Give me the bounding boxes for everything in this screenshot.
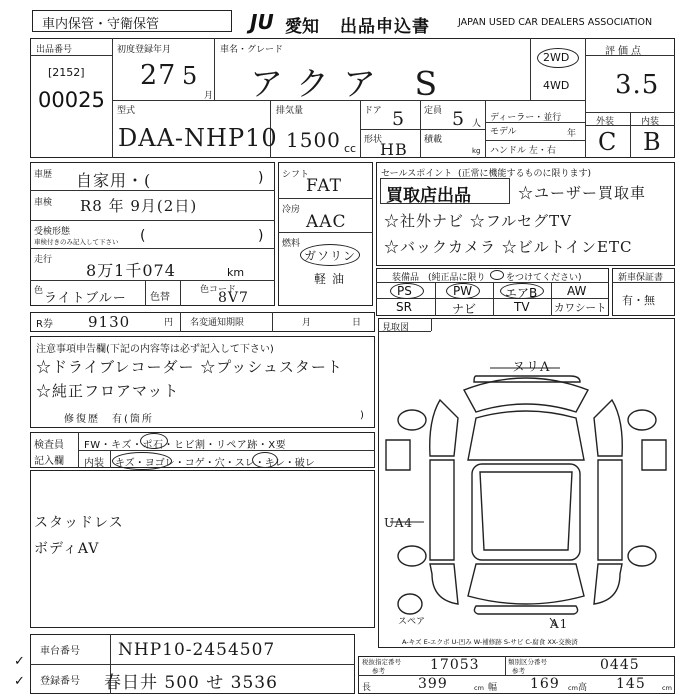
transfer-month: 月: [302, 318, 312, 328]
inspector-row2: キズ・ヨゴレ・コゲ・穴・スレ・キレ・破レ: [115, 458, 315, 469]
equip-navi: ナビ: [452, 302, 477, 316]
receive-label: 受検形態: [34, 227, 71, 237]
color-code-label: 色コード: [200, 285, 237, 295]
car-name-label: 車名・グレード: [220, 45, 284, 55]
checkmark-1: ✓: [14, 654, 25, 669]
kg-unit: kg: [472, 147, 481, 155]
inspector-mark-2: [112, 452, 172, 470]
sales-note: (正常に機能するものに限ります): [458, 169, 592, 179]
repair-value: 有(箇所: [112, 414, 154, 425]
ac-label: 冷房: [282, 205, 301, 215]
brand-name: 愛知: [285, 17, 319, 37]
height-label: 高: [578, 683, 588, 693]
displacement: 1500: [286, 128, 341, 152]
door-label: ドア: [364, 106, 382, 116]
history-close: ): [258, 170, 264, 186]
remark-2: ボディAV: [34, 541, 100, 557]
disp-label: 排気量: [276, 106, 304, 116]
inspector-row2-label: 内装: [84, 458, 104, 469]
color-label: 色: [34, 286, 44, 296]
sales-line1: ☆ユーザー買取車: [518, 184, 647, 202]
inspector-mark-3: [252, 452, 278, 468]
association-name: JAPAN USED CAR DEALERS ASSOCIATION: [458, 17, 653, 28]
equip-airbag: エアB: [505, 286, 538, 300]
checkmark-2: ✓: [14, 674, 25, 689]
km-unit: km: [227, 266, 245, 279]
ext-label: 外装: [596, 117, 615, 127]
car-name: アクア S: [250, 64, 452, 103]
spec-label: 税抜指定番号: [362, 658, 401, 666]
lot-sub: [2152]: [48, 66, 85, 79]
equip-aw: AW: [567, 284, 587, 298]
inspector-label1: 検査員: [34, 440, 64, 451]
seat-label: 定員: [424, 106, 443, 116]
lot-number: 00025: [38, 88, 105, 112]
remark-1: スタッドレス: [34, 515, 124, 531]
shape: HB: [380, 140, 408, 159]
color: ライトブルー: [44, 291, 127, 306]
inspector-row1: FW・キズ・ポ石・ヒビ割・リペア跡・X要: [84, 440, 287, 451]
fuel-other: 軽油: [314, 272, 351, 286]
diagram-legend: A-キズ E-エクボ U-凹み W-補修跡 S-サビ C-腐食 XX-交換済: [402, 638, 578, 646]
person-unit: 人: [472, 119, 482, 129]
chassis-label: 車台番号: [40, 646, 80, 657]
cc-unit: cc: [344, 142, 357, 155]
reg-label: 初度登録年月: [117, 45, 172, 55]
notes-line2: ☆純正フロアマット: [36, 382, 180, 400]
sales-stamp: 買取店出品: [386, 186, 471, 206]
equip-sr: SR: [396, 300, 412, 314]
reg-year: 27: [140, 60, 177, 91]
receive-close: ): [258, 228, 264, 244]
sales-line2: ☆社外ナビ ☆フルセグTV: [384, 212, 573, 230]
color-replace-label: 色替: [150, 292, 170, 303]
recycle-value: 9130: [88, 313, 131, 331]
equip-ps: PS: [397, 284, 412, 298]
ac-value: AAC: [306, 212, 347, 232]
drive-2wd: 2WD: [543, 51, 570, 64]
transfer-day: 日: [352, 318, 362, 328]
class-num: 0445: [600, 657, 640, 673]
seats: 5: [452, 108, 466, 130]
mileage-label: 走行: [34, 255, 53, 265]
ju-logo: JU: [250, 10, 274, 34]
model-code: DAA-NHP10: [118, 124, 278, 152]
notes-title: 注意事項申告欄(下記の内容等は必ず記入して下さい): [36, 344, 274, 355]
equip-pw: PW: [453, 284, 473, 298]
score-label: 評価点: [605, 46, 644, 57]
plate-label: 登録番号: [40, 676, 80, 687]
diagram-label: 見取図: [382, 323, 410, 333]
reg-month-unit: 月: [204, 91, 214, 101]
shift-label: シフト: [282, 170, 310, 180]
model-year-label: モデル: [490, 127, 517, 137]
equipment-note: (純正品に限り: [428, 273, 486, 283]
repair-close: ): [360, 410, 364, 421]
reg-month: 5: [182, 62, 199, 90]
inspector-mark-1: [140, 433, 168, 449]
width-label: 幅: [488, 683, 498, 693]
lot-label: 出品番号: [36, 45, 73, 55]
receive-paren: (: [140, 228, 146, 244]
spec-ref: 参考: [372, 667, 385, 675]
length-value: 399: [418, 676, 448, 692]
transfer-label: 名変通知期限: [190, 318, 245, 328]
model-year-unit: 年: [567, 129, 577, 139]
class-ref: 参考: [512, 667, 525, 675]
inspection-value: R8 年 9月(2日): [80, 197, 198, 215]
inspection-label: 車検: [34, 198, 53, 208]
int-grade: B: [643, 128, 662, 156]
int-label: 内装: [641, 117, 660, 127]
warranty-value: 有・無: [622, 294, 655, 307]
spec-num: 17053: [430, 657, 480, 673]
fuel-label: 燃料: [282, 239, 301, 249]
width-value: 169: [530, 676, 560, 692]
equipment-label: 装備品: [392, 273, 420, 283]
equip-seat: カワシート: [554, 302, 607, 314]
length-label: 長: [362, 683, 372, 693]
handle-label: ハンドル 左・右: [490, 146, 556, 156]
spare-label: スペア: [398, 617, 426, 627]
class-label: 類別区分番号: [508, 658, 547, 666]
warranty-label: 新車保証書: [618, 273, 664, 283]
equipment-note-circle: [490, 270, 504, 280]
drive-4wd: 4WD: [543, 79, 570, 92]
car-diagram: [380, 360, 672, 630]
height-unit: cm: [662, 684, 672, 692]
chassis-value: NHP10-2454507: [118, 640, 276, 660]
history-label: 車歴: [34, 170, 53, 180]
diagram-left-note: UA4: [384, 516, 414, 530]
score-value: 3.5: [615, 70, 660, 100]
equip-tv: TV: [514, 300, 530, 314]
plate-value: 春日井 500 せ 3536: [104, 673, 278, 693]
mileage: 8万1千074: [86, 261, 176, 280]
repair-label: 修復歴: [64, 414, 100, 425]
diagram-bottom-note: A1: [550, 617, 569, 631]
diagram-top-note: ヌリA: [512, 360, 551, 375]
inspector-label2: 記入欄: [34, 456, 64, 467]
sales-line3: ☆バックカメラ ☆ビルトインETC: [384, 238, 633, 256]
notes-line1: ☆ドライブレコーダー ☆プッシュスタート: [36, 358, 343, 376]
form-title: 出品申込書: [340, 17, 430, 37]
history-value: 自家用・(: [76, 171, 152, 190]
load-label: 積載: [424, 135, 443, 145]
sales-label: セールスポイント: [381, 169, 453, 179]
doors: 5: [392, 108, 406, 130]
shift-value: FAT: [306, 176, 343, 196]
receive-note: 車検付きのみ記入して下さい: [34, 238, 119, 246]
recycle-label: R券: [36, 319, 53, 330]
doc-type: 車内保管・守衛保管: [42, 17, 160, 32]
shape-label: 形状: [364, 135, 383, 145]
fuel-value: ガソリン: [304, 249, 357, 263]
dealer-label: ディーラー・並行: [490, 113, 562, 123]
color-code: 8V7: [218, 290, 249, 306]
recycle-unit: 円: [164, 318, 174, 328]
length-unit: cm: [474, 684, 484, 692]
width-unit: cm: [568, 684, 578, 692]
equipment-note2: をつけてください): [506, 273, 582, 283]
model-label: 型式: [117, 106, 136, 116]
height-value: 145: [616, 676, 646, 692]
ext-grade: C: [598, 128, 618, 156]
